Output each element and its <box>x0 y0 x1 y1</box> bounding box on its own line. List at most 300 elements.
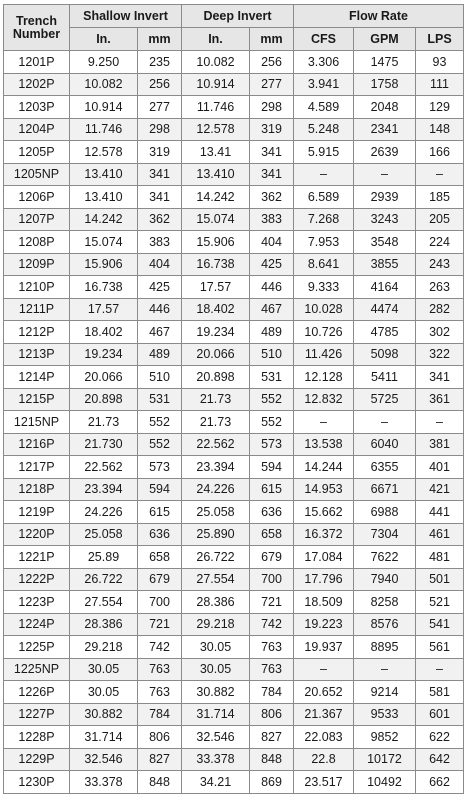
cell-gpm: 2939 <box>354 186 416 209</box>
cell-shallow-in: 9.250 <box>70 51 138 74</box>
cell-trench-number: 1224P <box>4 613 70 636</box>
cell-deep-in: 10.082 <box>182 51 250 74</box>
cell-deep-mm: 806 <box>250 703 294 726</box>
cell-deep-mm: 763 <box>250 658 294 681</box>
cell-shallow-in: 10.914 <box>70 96 138 119</box>
flow-rate-table <box>3 4 464 794</box>
cell-cfs: 22.8 <box>294 748 354 771</box>
cell-lps: 501 <box>416 568 464 591</box>
cell-cfs: 4.589 <box>294 96 354 119</box>
cell-trench-number: 1209P <box>4 253 70 276</box>
cell-shallow-mm: 763 <box>138 681 182 704</box>
cell-gpm: – <box>354 411 416 434</box>
cell-deep-in: 29.218 <box>182 613 250 636</box>
cell-shallow-in: 13.410 <box>70 163 138 186</box>
table-row <box>4 658 464 681</box>
cell-cfs: 7.953 <box>294 231 354 254</box>
cell-shallow-mm: 552 <box>138 411 182 434</box>
cell-cfs: 23.517 <box>294 771 354 794</box>
cell-shallow-mm: 256 <box>138 73 182 96</box>
cell-shallow-in: 32.546 <box>70 748 138 771</box>
cell-deep-in: 26.722 <box>182 546 250 569</box>
cell-trench-number: 1207P <box>4 208 70 231</box>
cell-deep-in: 15.906 <box>182 231 250 254</box>
cell-gpm: 7940 <box>354 568 416 591</box>
cell-trench-number: 1229P <box>4 748 70 771</box>
table-row <box>4 478 464 501</box>
cell-shallow-mm: 383 <box>138 231 182 254</box>
table-row <box>4 613 464 636</box>
cell-shallow-mm: 573 <box>138 456 182 479</box>
cell-gpm: 3548 <box>354 231 416 254</box>
cell-shallow-in: 13.410 <box>70 186 138 209</box>
cell-deep-mm: 341 <box>250 141 294 164</box>
cell-deep-mm: 277 <box>250 73 294 96</box>
table-row <box>4 186 464 209</box>
cell-trench-number: 1210P <box>4 276 70 299</box>
cell-cfs: 19.223 <box>294 613 354 636</box>
table-row <box>4 523 464 546</box>
cell-shallow-in: 24.226 <box>70 501 138 524</box>
cell-deep-in: 21.73 <box>182 411 250 434</box>
cell-shallow-in: 25.058 <box>70 523 138 546</box>
cell-trench-number: 1204P <box>4 118 70 141</box>
cell-deep-in: 28.386 <box>182 591 250 614</box>
cell-shallow-mm: 404 <box>138 253 182 276</box>
cell-cfs: 19.937 <box>294 636 354 659</box>
cell-trench-number: 1205NP <box>4 163 70 186</box>
table-row <box>4 726 464 749</box>
cell-shallow-mm: 742 <box>138 636 182 659</box>
cell-cfs: – <box>294 411 354 434</box>
cell-shallow-in: 25.89 <box>70 546 138 569</box>
cell-lps: 581 <box>416 681 464 704</box>
cell-trench-number: 1202P <box>4 73 70 96</box>
cell-deep-mm: 552 <box>250 388 294 411</box>
cell-deep-in: 20.898 <box>182 366 250 389</box>
cell-trench-number: 1216P <box>4 433 70 456</box>
cell-gpm: 6040 <box>354 433 416 456</box>
cell-shallow-in: 21.73 <box>70 411 138 434</box>
cell-lps: 601 <box>416 703 464 726</box>
cell-lps: 481 <box>416 546 464 569</box>
cell-gpm: 2639 <box>354 141 416 164</box>
cell-cfs: 16.372 <box>294 523 354 546</box>
table-row <box>4 118 464 141</box>
cell-trench-number: 1211P <box>4 298 70 321</box>
cell-cfs: 8.641 <box>294 253 354 276</box>
cell-shallow-mm: 763 <box>138 658 182 681</box>
table-row <box>4 636 464 659</box>
cell-trench-number: 1205P <box>4 141 70 164</box>
cell-lps: 93 <box>416 51 464 74</box>
cell-gpm: 4164 <box>354 276 416 299</box>
cell-deep-mm: 404 <box>250 231 294 254</box>
header-flow-rate: Flow Rate <box>294 5 464 28</box>
cell-deep-mm: 827 <box>250 726 294 749</box>
table-row <box>4 568 464 591</box>
cell-deep-in: 30.882 <box>182 681 250 704</box>
table-row <box>4 546 464 569</box>
table-row <box>4 771 464 794</box>
cell-deep-in: 12.578 <box>182 118 250 141</box>
cell-shallow-mm: 615 <box>138 501 182 524</box>
cell-shallow-in: 28.386 <box>70 613 138 636</box>
cell-deep-in: 15.074 <box>182 208 250 231</box>
cell-shallow-in: 18.402 <box>70 321 138 344</box>
cell-shallow-mm: 277 <box>138 96 182 119</box>
table-row <box>4 276 464 299</box>
cell-deep-in: 32.546 <box>182 726 250 749</box>
cell-lps: 282 <box>416 298 464 321</box>
cell-trench-number: 1218P <box>4 478 70 501</box>
cell-lps: 622 <box>416 726 464 749</box>
cell-lps: 421 <box>416 478 464 501</box>
cell-gpm: 9533 <box>354 703 416 726</box>
cell-lps: 642 <box>416 748 464 771</box>
cell-shallow-mm: 298 <box>138 118 182 141</box>
header-lps: LPS <box>416 28 464 51</box>
cell-trench-number: 1212P <box>4 321 70 344</box>
cell-deep-in: 34.21 <box>182 771 250 794</box>
cell-cfs: 20.652 <box>294 681 354 704</box>
cell-shallow-in: 30.05 <box>70 681 138 704</box>
cell-deep-in: 33.378 <box>182 748 250 771</box>
cell-lps: 111 <box>416 73 464 96</box>
cell-gpm: 3855 <box>354 253 416 276</box>
cell-deep-mm: 362 <box>250 186 294 209</box>
cell-deep-mm: 658 <box>250 523 294 546</box>
cell-deep-mm: 869 <box>250 771 294 794</box>
cell-shallow-in: 16.738 <box>70 276 138 299</box>
cell-cfs: 10.726 <box>294 321 354 344</box>
cell-shallow-mm: 341 <box>138 186 182 209</box>
cell-shallow-in: 20.898 <box>70 388 138 411</box>
cell-deep-in: 23.394 <box>182 456 250 479</box>
cell-deep-mm: 446 <box>250 276 294 299</box>
cell-deep-in: 21.73 <box>182 388 250 411</box>
cell-cfs: 17.084 <box>294 546 354 569</box>
cell-cfs: 13.538 <box>294 433 354 456</box>
cell-deep-in: 17.57 <box>182 276 250 299</box>
cell-shallow-in: 15.074 <box>70 231 138 254</box>
table-row <box>4 433 464 456</box>
cell-cfs: 11.426 <box>294 343 354 366</box>
table-row <box>4 231 464 254</box>
cell-lps: 263 <box>416 276 464 299</box>
cell-cfs: 3.941 <box>294 73 354 96</box>
table-row <box>4 501 464 524</box>
cell-shallow-mm: 235 <box>138 51 182 74</box>
cell-shallow-mm: 531 <box>138 388 182 411</box>
cell-cfs: 18.509 <box>294 591 354 614</box>
cell-lps: 205 <box>416 208 464 231</box>
cell-deep-mm: 615 <box>250 478 294 501</box>
cell-trench-number: 1213P <box>4 343 70 366</box>
cell-deep-mm: 636 <box>250 501 294 524</box>
cell-gpm: 5098 <box>354 343 416 366</box>
header-trench-number: Trench Number <box>4 5 70 51</box>
cell-shallow-in: 27.554 <box>70 591 138 614</box>
cell-shallow-in: 21.730 <box>70 433 138 456</box>
cell-lps: 322 <box>416 343 464 366</box>
cell-gpm: 4785 <box>354 321 416 344</box>
cell-lps: 243 <box>416 253 464 276</box>
cell-deep-mm: 721 <box>250 591 294 614</box>
cell-trench-number: 1221P <box>4 546 70 569</box>
cell-deep-mm: 848 <box>250 748 294 771</box>
cell-deep-in: 10.914 <box>182 73 250 96</box>
cell-lps: 361 <box>416 388 464 411</box>
cell-deep-mm: 763 <box>250 636 294 659</box>
cell-lps: – <box>416 163 464 186</box>
cell-deep-in: 13.410 <box>182 163 250 186</box>
cell-gpm: 5725 <box>354 388 416 411</box>
cell-cfs: – <box>294 163 354 186</box>
table-row <box>4 96 464 119</box>
cell-shallow-mm: 510 <box>138 366 182 389</box>
cell-shallow-in: 23.394 <box>70 478 138 501</box>
cell-cfs: 9.333 <box>294 276 354 299</box>
table-row <box>4 298 464 321</box>
cell-lps: 302 <box>416 321 464 344</box>
table-row <box>4 51 464 74</box>
cell-deep-in: 24.226 <box>182 478 250 501</box>
cell-deep-mm: 573 <box>250 433 294 456</box>
cell-gpm: 8258 <box>354 591 416 614</box>
cell-lps: 129 <box>416 96 464 119</box>
cell-cfs: 12.832 <box>294 388 354 411</box>
cell-cfs: – <box>294 658 354 681</box>
cell-cfs: 14.953 <box>294 478 354 501</box>
cell-deep-in: 13.41 <box>182 141 250 164</box>
cell-deep-in: 25.058 <box>182 501 250 524</box>
cell-lps: 224 <box>416 231 464 254</box>
cell-shallow-mm: 700 <box>138 591 182 614</box>
cell-trench-number: 1217P <box>4 456 70 479</box>
table-row <box>4 141 464 164</box>
table-row <box>4 163 464 186</box>
cell-shallow-in: 12.578 <box>70 141 138 164</box>
cell-lps: 662 <box>416 771 464 794</box>
cell-shallow-mm: 848 <box>138 771 182 794</box>
cell-lps: 461 <box>416 523 464 546</box>
cell-deep-mm: 341 <box>250 163 294 186</box>
cell-cfs: 14.244 <box>294 456 354 479</box>
table-row <box>4 388 464 411</box>
cell-gpm: 2048 <box>354 96 416 119</box>
cell-shallow-in: 30.882 <box>70 703 138 726</box>
cell-deep-in: 16.738 <box>182 253 250 276</box>
cell-trench-number: 1214P <box>4 366 70 389</box>
cell-cfs: 22.083 <box>294 726 354 749</box>
table-body <box>4 51 464 794</box>
table-row <box>4 253 464 276</box>
cell-shallow-in: 29.218 <box>70 636 138 659</box>
cell-trench-number: 1201P <box>4 51 70 74</box>
cell-gpm: 7304 <box>354 523 416 546</box>
cell-shallow-in: 15.906 <box>70 253 138 276</box>
cell-gpm: 5411 <box>354 366 416 389</box>
cell-deep-in: 14.242 <box>182 186 250 209</box>
cell-lps: 185 <box>416 186 464 209</box>
cell-trench-number: 1219P <box>4 501 70 524</box>
cell-lps: 381 <box>416 433 464 456</box>
cell-deep-in: 22.562 <box>182 433 250 456</box>
cell-gpm: 9852 <box>354 726 416 749</box>
cell-gpm: 8895 <box>354 636 416 659</box>
cell-gpm: 6988 <box>354 501 416 524</box>
cell-cfs: 15.662 <box>294 501 354 524</box>
cell-shallow-mm: 594 <box>138 478 182 501</box>
cell-gpm: 4474 <box>354 298 416 321</box>
cell-shallow-in: 30.05 <box>70 658 138 681</box>
cell-trench-number: 1206P <box>4 186 70 209</box>
cell-gpm: 1758 <box>354 73 416 96</box>
cell-shallow-mm: 425 <box>138 276 182 299</box>
table-row <box>4 73 464 96</box>
cell-deep-in: 27.554 <box>182 568 250 591</box>
cell-cfs: 21.367 <box>294 703 354 726</box>
cell-deep-mm: 383 <box>250 208 294 231</box>
cell-gpm: 10172 <box>354 748 416 771</box>
header-deep-invert: Deep Invert <box>182 5 294 28</box>
cell-deep-mm: 679 <box>250 546 294 569</box>
cell-shallow-in: 22.562 <box>70 456 138 479</box>
cell-trench-number: 1215NP <box>4 411 70 434</box>
cell-trench-number: 1225P <box>4 636 70 659</box>
header-deep-mm: mm <box>250 28 294 51</box>
cell-deep-mm: 298 <box>250 96 294 119</box>
cell-shallow-mm: 721 <box>138 613 182 636</box>
cell-shallow-mm: 341 <box>138 163 182 186</box>
cell-trench-number: 1203P <box>4 96 70 119</box>
cell-shallow-in: 17.57 <box>70 298 138 321</box>
cell-trench-number: 1208P <box>4 231 70 254</box>
cell-deep-mm: 594 <box>250 456 294 479</box>
cell-deep-in: 30.05 <box>182 658 250 681</box>
cell-trench-number: 1215P <box>4 388 70 411</box>
cell-shallow-in: 14.242 <box>70 208 138 231</box>
table-row <box>4 208 464 231</box>
cell-deep-mm: 425 <box>250 253 294 276</box>
cell-gpm: 10492 <box>354 771 416 794</box>
cell-deep-in: 20.066 <box>182 343 250 366</box>
cell-shallow-mm: 489 <box>138 343 182 366</box>
table-row <box>4 456 464 479</box>
cell-shallow-mm: 319 <box>138 141 182 164</box>
cell-gpm: 3243 <box>354 208 416 231</box>
table-row <box>4 366 464 389</box>
header-row-groups <box>4 5 464 28</box>
cell-deep-in: 18.402 <box>182 298 250 321</box>
cell-deep-mm: 552 <box>250 411 294 434</box>
cell-gpm: 7622 <box>354 546 416 569</box>
cell-gpm: – <box>354 163 416 186</box>
table-row <box>4 748 464 771</box>
cell-gpm: – <box>354 658 416 681</box>
cell-shallow-mm: 658 <box>138 546 182 569</box>
cell-trench-number: 1220P <box>4 523 70 546</box>
cell-deep-mm: 510 <box>250 343 294 366</box>
cell-trench-number: 1226P <box>4 681 70 704</box>
cell-lps: 541 <box>416 613 464 636</box>
cell-shallow-mm: 552 <box>138 433 182 456</box>
header-shallow-mm: mm <box>138 28 182 51</box>
cell-deep-in: 31.714 <box>182 703 250 726</box>
cell-shallow-in: 31.714 <box>70 726 138 749</box>
cell-gpm: 6671 <box>354 478 416 501</box>
cell-shallow-in: 26.722 <box>70 568 138 591</box>
cell-lps: – <box>416 411 464 434</box>
cell-shallow-in: 33.378 <box>70 771 138 794</box>
cell-shallow-in: 20.066 <box>70 366 138 389</box>
cell-shallow-in: 11.746 <box>70 118 138 141</box>
table-row <box>4 411 464 434</box>
table-row <box>4 321 464 344</box>
cell-deep-mm: 467 <box>250 298 294 321</box>
cell-shallow-mm: 784 <box>138 703 182 726</box>
cell-deep-in: 11.746 <box>182 96 250 119</box>
header-shallow-in: In. <box>70 28 138 51</box>
cell-trench-number: 1228P <box>4 726 70 749</box>
cell-gpm: 2341 <box>354 118 416 141</box>
cell-deep-mm: 489 <box>250 321 294 344</box>
cell-gpm: 8576 <box>354 613 416 636</box>
cell-cfs: 12.128 <box>294 366 354 389</box>
cell-shallow-mm: 827 <box>138 748 182 771</box>
cell-lps: 341 <box>416 366 464 389</box>
cell-shallow-mm: 806 <box>138 726 182 749</box>
cell-lps: 148 <box>416 118 464 141</box>
cell-trench-number: 1222P <box>4 568 70 591</box>
cell-shallow-mm: 636 <box>138 523 182 546</box>
cell-shallow-mm: 467 <box>138 321 182 344</box>
cell-gpm: 1475 <box>354 51 416 74</box>
cell-cfs: 6.589 <box>294 186 354 209</box>
header-shallow-invert: Shallow Invert <box>70 5 182 28</box>
header-deep-in: In. <box>182 28 250 51</box>
header-gpm: GPM <box>354 28 416 51</box>
cell-deep-mm: 742 <box>250 613 294 636</box>
cell-gpm: 9214 <box>354 681 416 704</box>
cell-cfs: 7.268 <box>294 208 354 231</box>
header-cfs: CFS <box>294 28 354 51</box>
cell-deep-in: 19.234 <box>182 321 250 344</box>
cell-deep-mm: 700 <box>250 568 294 591</box>
cell-shallow-in: 19.234 <box>70 343 138 366</box>
cell-trench-number: 1223P <box>4 591 70 614</box>
cell-cfs: 3.306 <box>294 51 354 74</box>
cell-lps: 521 <box>416 591 464 614</box>
cell-lps: – <box>416 658 464 681</box>
table-row <box>4 343 464 366</box>
cell-lps: 166 <box>416 141 464 164</box>
cell-shallow-mm: 362 <box>138 208 182 231</box>
cell-cfs: 10.028 <box>294 298 354 321</box>
table-row <box>4 591 464 614</box>
header-row-units <box>4 28 464 51</box>
cell-cfs: 5.248 <box>294 118 354 141</box>
cell-trench-number: 1227P <box>4 703 70 726</box>
cell-deep-in: 25.890 <box>182 523 250 546</box>
cell-deep-mm: 784 <box>250 681 294 704</box>
cell-lps: 561 <box>416 636 464 659</box>
cell-cfs: 17.796 <box>294 568 354 591</box>
cell-lps: 401 <box>416 456 464 479</box>
cell-deep-in: 30.05 <box>182 636 250 659</box>
cell-trench-number: 1225NP <box>4 658 70 681</box>
